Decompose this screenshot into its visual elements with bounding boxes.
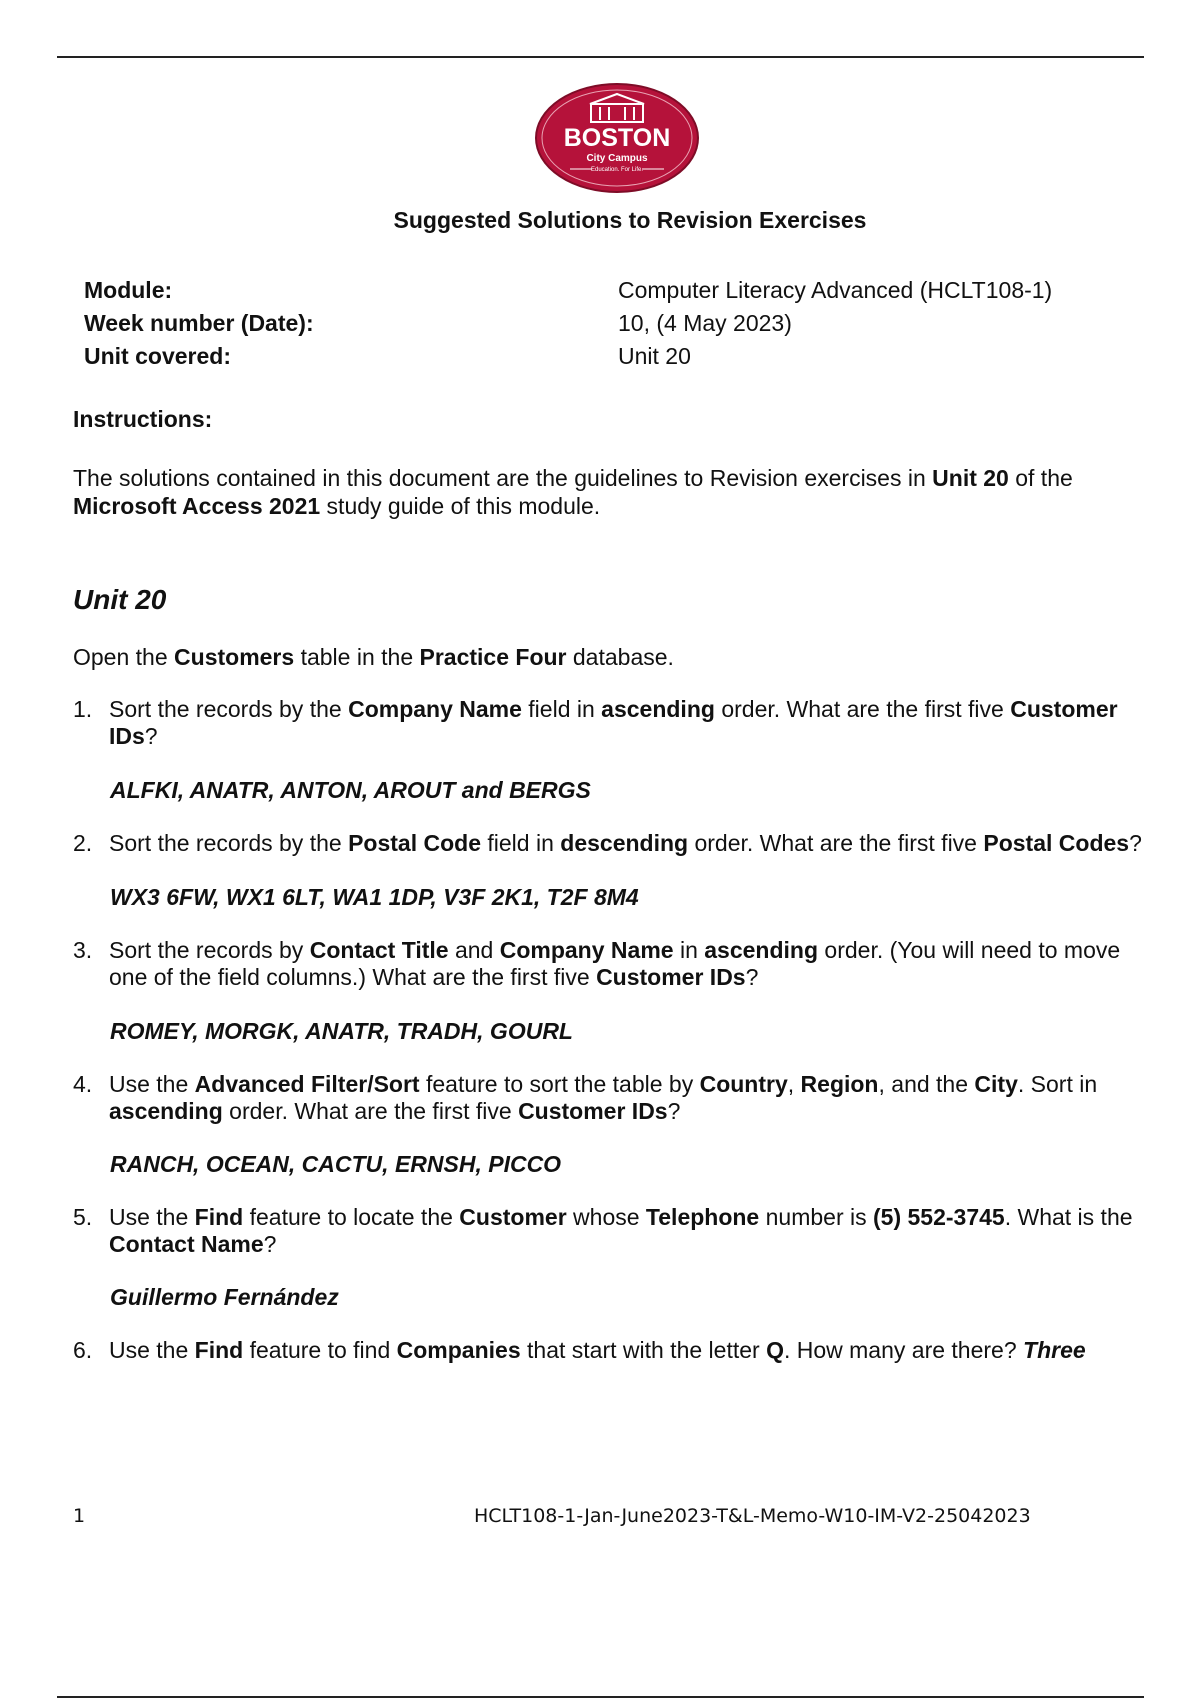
top-rule xyxy=(57,56,1144,58)
q-bold: Region xyxy=(800,1071,879,1097)
answer-5: Guillermo Fernández xyxy=(110,1284,339,1310)
question-number: 5. xyxy=(73,1204,93,1230)
module-info-table xyxy=(84,274,1052,373)
unit-value: Unit 20 xyxy=(618,343,691,369)
q-text: feature to sort the table by xyxy=(419,1071,700,1097)
question-3 xyxy=(73,937,1153,991)
question-number: 6. xyxy=(73,1337,93,1363)
unit-label: Unit covered: xyxy=(84,343,231,369)
question-1 xyxy=(73,696,1153,750)
question-text xyxy=(109,830,1153,857)
answer-4: RANCH, OCEAN, CACTU, ERNSH, PICCO xyxy=(110,1151,562,1177)
intro-bold-1: Customers xyxy=(174,644,295,670)
q-bold: ascending xyxy=(704,937,819,963)
q-bold: ascending xyxy=(109,1098,223,1124)
q-bold: Telephone xyxy=(645,1204,760,1230)
q-bold: Postal Codes xyxy=(983,830,1130,856)
q-text: order. What are the first five xyxy=(688,830,984,856)
intro-text-3: database. xyxy=(566,644,674,670)
q-text: order. What are the first five xyxy=(222,1098,519,1124)
q-bold: Company Name xyxy=(499,937,674,963)
q-bold: Country xyxy=(699,1071,788,1097)
logo-subtitle: City Campus xyxy=(586,153,648,164)
q-text: ? xyxy=(263,1231,277,1257)
instructions-paragraph xyxy=(73,464,1143,520)
q-text: order. (You will need to move one of the field columns.) What are the first five xyxy=(109,937,1121,990)
question-2 xyxy=(73,830,1153,857)
intro-bold-2: Practice Four xyxy=(419,644,567,670)
q-bold: Contact Title xyxy=(309,937,449,963)
question-text xyxy=(109,1337,1153,1364)
q-bold: Q xyxy=(766,1337,784,1363)
q-text: feature to locate the xyxy=(243,1204,460,1230)
week-label: Week number (Date): xyxy=(84,310,314,336)
unit-row xyxy=(84,340,1052,373)
q-bold: Company Name xyxy=(348,696,522,722)
q-text: feature to find xyxy=(243,1337,397,1363)
intro-text-1: Open the xyxy=(73,644,175,670)
q-bold: Contact Name xyxy=(109,1231,264,1257)
q-bold: Customer xyxy=(459,1204,567,1230)
week-value: 10, (4 May 2023) xyxy=(618,310,792,336)
instr-bold-1: Unit 20 xyxy=(932,465,1009,491)
question-number: 4. xyxy=(73,1071,93,1097)
q-bold: Companies xyxy=(396,1337,521,1363)
instructions-heading: Instructions: xyxy=(73,406,213,432)
q-text: , and the xyxy=(878,1071,975,1097)
week-row xyxy=(84,307,1052,340)
answer-2: WX3 6FW, WX1 6LT, WA1 1DP, V3F 2K1, T2F 8M4 xyxy=(110,884,639,910)
bottom-rule xyxy=(57,1696,1144,1698)
q-text: Use the xyxy=(109,1337,195,1363)
logo-tagline: Education. For Life. xyxy=(590,167,644,173)
q-bold: Postal Code xyxy=(348,830,481,856)
instr-text-2: of the xyxy=(1008,465,1073,491)
question-text xyxy=(109,1071,1153,1125)
question-number: 3. xyxy=(73,937,93,963)
q-text: field in xyxy=(481,830,561,856)
q-bold: ascending xyxy=(601,696,715,722)
document-title: Suggested Solutions to Revision Exercises xyxy=(393,207,867,233)
q-text: ? xyxy=(745,964,759,990)
answer-3: ROMEY, MORGK, ANATR, TRADH, GOURL xyxy=(110,1018,573,1044)
instr-text-1: The solutions contained in this document are the guidelines to Revision exercises in xyxy=(73,465,933,491)
question-text xyxy=(109,1204,1153,1258)
q-bold: Find xyxy=(194,1204,244,1230)
intro-text-2: table in the xyxy=(294,644,420,670)
q-text: and xyxy=(448,937,500,963)
instr-text-3: study guide of this module. xyxy=(320,493,601,519)
question-4 xyxy=(73,1071,1153,1125)
q-bold: City xyxy=(974,1071,1018,1097)
question-number: 2. xyxy=(73,830,93,856)
footer-document-code: HCLT108-1-Jan-June2023-T&L-Memo-W10-IM-V2-25042023 xyxy=(474,1505,1031,1527)
q-text: Use the xyxy=(109,1204,195,1230)
answer-6: Three xyxy=(1023,1337,1086,1363)
q-text: order. What are the first five xyxy=(714,696,1011,722)
q-bold: descending xyxy=(560,830,689,856)
q-text: field in xyxy=(521,696,602,722)
q-text: ? xyxy=(144,723,158,749)
q-text: number is xyxy=(759,1204,873,1230)
question-text xyxy=(109,696,1153,750)
q-bold: Find xyxy=(194,1337,244,1363)
q-text: Sort the records by xyxy=(109,937,310,963)
q-bold: Customer IDs xyxy=(518,1098,668,1124)
q-bold: Customer IDs xyxy=(596,964,746,990)
q-text: , xyxy=(787,1071,801,1097)
q-text: that start with the letter xyxy=(520,1337,767,1363)
logo-name: BOSTON xyxy=(563,124,671,152)
q-bold: (5) 552-3745 xyxy=(873,1204,1005,1230)
q-text: ? xyxy=(667,1098,681,1124)
answer-1: ALFKI, ANATR, ANTON, AROUT and BERGS xyxy=(110,777,591,803)
q-text: Use the xyxy=(109,1071,195,1097)
q-text: . What is the xyxy=(1004,1204,1133,1230)
unit-heading: Unit 20 xyxy=(73,584,167,615)
module-row xyxy=(84,274,1052,307)
q-text: . Sort in xyxy=(1017,1071,1098,1097)
q-bold: Advanced Filter/Sort xyxy=(194,1071,420,1097)
module-value: Computer Literacy Advanced (HCLT108-1) xyxy=(618,277,1053,303)
q-text: whose xyxy=(566,1204,646,1230)
intro-paragraph xyxy=(73,644,674,671)
question-text xyxy=(109,937,1153,991)
boston-logo xyxy=(534,82,700,194)
q-bold: Customer IDs xyxy=(109,696,1118,749)
module-label: Module: xyxy=(84,277,173,303)
instr-bold-2: Microsoft Access 2021 xyxy=(73,493,321,519)
question-6 xyxy=(73,1337,1153,1364)
question-number: 1. xyxy=(73,696,93,722)
q-text: Sort the records by the xyxy=(109,830,349,856)
question-5 xyxy=(73,1204,1153,1258)
q-text: Sort the records by the xyxy=(109,696,349,722)
q-text: ? xyxy=(1129,830,1142,856)
q-text: in xyxy=(673,937,705,963)
page-number: 1 xyxy=(73,1505,86,1527)
q-text: . How many are there? xyxy=(783,1337,1024,1363)
